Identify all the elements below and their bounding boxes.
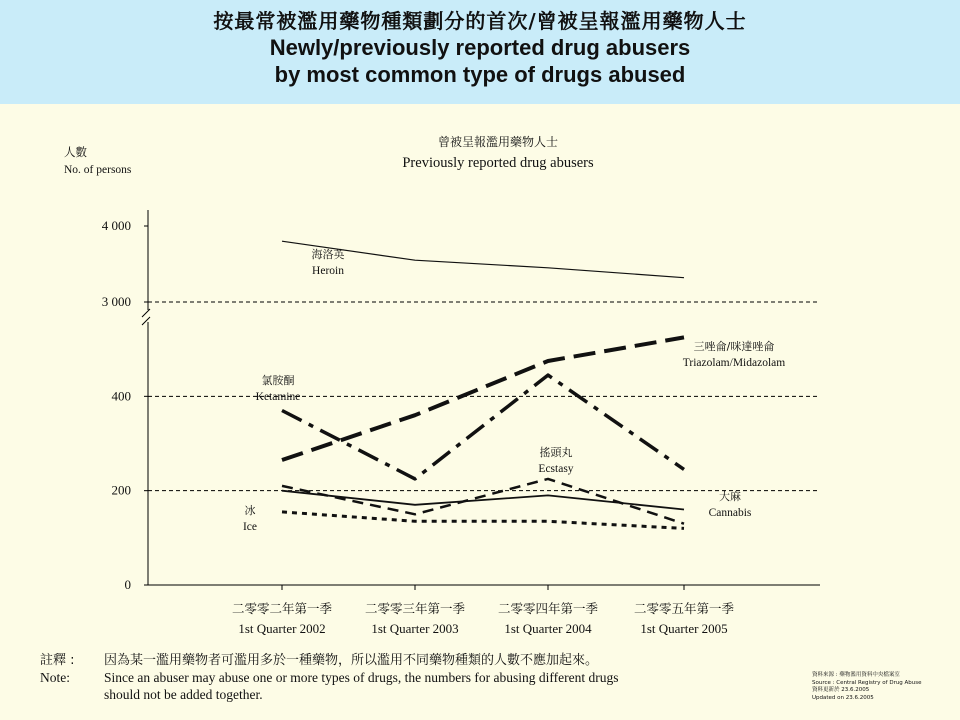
series-label-zh-ecstasy: 搖頭丸 [539,446,573,459]
title-zh: 按最常被濫用藥物種類劃分的首次/曾被呈報濫用藥物人士 [213,9,747,33]
x-tick-label-zh-2: 二零零四年第一季 [497,601,599,616]
chart-title-zh: 曾被呈報濫用藥物人士 [437,135,559,149]
y-tick-label-0: 0 [124,577,131,592]
note-text-zh: 因為某一濫用藥物者可濫用多於一種藥物，所以濫用不同藥物種類的人數不應加起來。 [104,653,599,668]
series-label-zh-ketamine: 氯胺酮 [261,374,295,387]
note-label-en: Note: [40,670,70,685]
series-label-zh-ice: 冰 [244,504,256,517]
updated-zh: 資料更新於 23.6.2005 [812,687,870,693]
title-en-line1: Newly/previously reported drug abusers [269,35,691,60]
y-tick-label-3000: 3 000 [101,294,131,309]
line-chart [0,104,960,652]
header-banner [0,0,960,104]
source-block [812,672,922,702]
x-tick-label-en-1: 1st Quarter 2003 [371,621,459,636]
y-axis-label-zh: 人數 [64,145,87,159]
title-en-line2: by most common type of drugs abused [274,62,686,87]
x-tick-label-en-2: 1st Quarter 2004 [504,621,592,636]
series-label-ecstasy: Ecstasy [538,463,574,475]
x-tick-label-en-0: 1st Quarter 2002 [238,621,326,636]
series-label-zh-cannabis: 大麻 [719,490,741,503]
series-label-zh-heroin: 海洛英 [311,248,345,261]
y-tick-label-400: 400 [111,388,131,404]
source-en: Source : Central Registry of Drug Abuse [812,679,922,686]
note-label-zh: 註釋 : [40,653,75,668]
series-label-cannabis: Cannabis [708,507,752,519]
series-line-cannabis [282,491,684,510]
y-tick-label-4000: 4 000 [101,218,131,233]
series-label-ketamine: Ketamine [255,391,301,403]
chart-title: Previously reported drug abusers [402,155,594,171]
x-tick-label-zh-0: 二零零二年第一季 [231,601,333,616]
series-label-triazolam-midazolam: Triazolam/Midazolam [682,357,786,369]
series-line-triazolam-midazolam [282,337,684,460]
source-zh: 資料來源 : 藥物濫用資料中央檔案室 [812,672,900,678]
axis-break-mark [142,309,150,325]
x-tick-label-en-3: 1st Quarter 2005 [640,621,728,636]
series-line-ice [282,512,684,529]
y-axis-label: No. of persons [64,164,132,176]
y-tick-label-200: 200 [111,482,131,498]
x-tick-label-zh-3: 二零零五年第一季 [633,601,735,616]
series-line-ketamine [282,375,684,479]
series-label-ice: Ice [242,521,258,533]
updated-en: Updated on 23.6.2005 [812,694,874,701]
series-label-zh-triazolam-midazolam: 三唑侖/咪達唑侖 [693,340,775,353]
note-text-en-line2: should not be added together. [104,687,263,702]
series-label-heroin: Heroin [312,265,344,277]
note-text-en-line1: Since an abuser may abuse one or more types of drugs, the numbers for abusing different drugs [104,670,619,685]
x-tick-label-zh-1: 二零零三年第一季 [364,601,466,616]
